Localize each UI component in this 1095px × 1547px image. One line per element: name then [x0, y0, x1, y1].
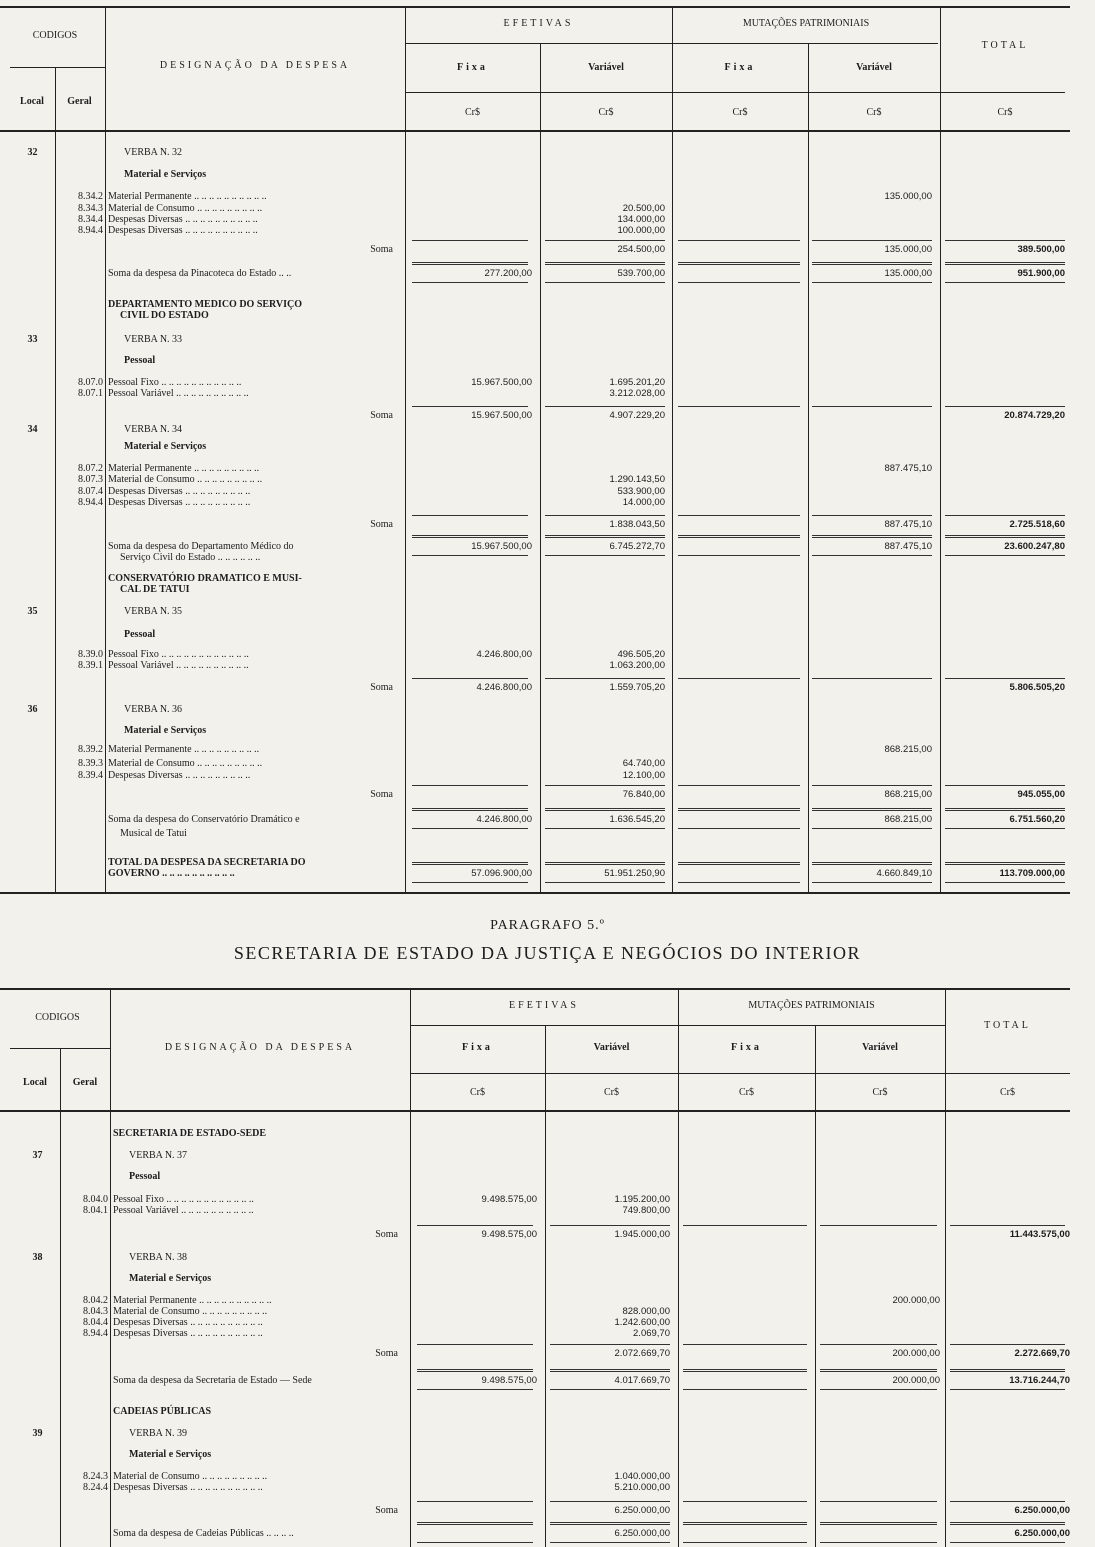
sum-rule [820, 1542, 937, 1543]
sum-rule [545, 828, 665, 829]
value-mut-var: 868.215,00 [884, 744, 932, 755]
row-description: Material Permanente .. .. .. .. .. .. .. .. .. .. [108, 191, 267, 202]
sum-rule [412, 828, 528, 829]
sum-rule [945, 515, 1065, 516]
value-ef-var: 3.212.028,00 [609, 388, 665, 399]
value-ef-var: 1.063.200,00 [609, 660, 665, 671]
sum-rule [683, 1542, 807, 1543]
paragraph-number: PARAGRAFO 5.º [490, 918, 605, 933]
row-description: Material de Consumo .. .. .. .. .. .. .. .. .. [113, 1471, 268, 1482]
code-geral: 8.04.2 [83, 1295, 108, 1306]
row-description: TOTAL DA DESPESA DA SECRETARIA DO [108, 857, 306, 868]
sum-rule [678, 882, 800, 883]
sum-rule [412, 282, 528, 283]
sum-rule [412, 678, 528, 679]
header-currency: Cr$ [465, 107, 480, 118]
header-currency: Cr$ [997, 107, 1013, 118]
header-designacao: DESIGNAÇÃO DA DESPESA [159, 60, 351, 71]
sum-rule [678, 555, 800, 556]
value-ef-fixa: 4.246.800,00 [476, 682, 532, 693]
row-description: Despesas Diversas .. .. .. .. .. .. .. .. .. [108, 486, 251, 497]
row-description: CADEIAS PÚBLICAS [113, 1406, 212, 1417]
sum-rule [417, 1369, 533, 1372]
sum-rule [412, 535, 528, 538]
sum-rule [820, 1522, 937, 1525]
row-description: Material de Consumo .. .. .. .. .. .. .. .. .. [113, 1306, 268, 1317]
code-geral: 8.04.1 [83, 1205, 108, 1216]
value-total: 2.725.518,60 [1009, 519, 1065, 530]
row-description: Soma da despesa da Secretaria de Estado — Sede [113, 1375, 312, 1386]
value-ef-var: 254.500,00 [617, 244, 665, 255]
sum-rule [820, 1344, 937, 1345]
row-description: Pessoal Variável .. .. .. .. .. .. .. .. .. .. [108, 660, 249, 671]
header-var-ef: Variável [588, 62, 624, 73]
code-local: 37 [32, 1150, 43, 1161]
row-description: Despesas Diversas .. .. .. .. .. .. .. .. .. .. [113, 1328, 263, 1339]
header-codigos: CODIGOS [32, 30, 78, 41]
value-mut-var: 887.475,10 [884, 463, 932, 474]
row-description: Soma da despesa do Departamento Médico do [108, 541, 294, 552]
code-local: 32 [27, 147, 38, 158]
value-mut-var: 135.000,00 [884, 244, 932, 255]
sum-rule [550, 1389, 670, 1390]
value-mut-var: 200.000,00 [892, 1375, 940, 1386]
header-efetivas: EFETIVAS [509, 1000, 579, 1011]
row-description: Despesas Diversas .. .. .. .. .. .. .. .. .. .. [108, 214, 258, 225]
sum-rule [950, 1542, 1065, 1543]
row-description: VERBA N. 33 [124, 334, 183, 345]
sum-rule [945, 535, 1065, 538]
row-description: CAL DE TATUI [120, 584, 190, 595]
header-fixa-mut: Fixa [731, 1042, 762, 1053]
sum-rule [812, 282, 932, 283]
row-description: Despesas Diversas .. .. .. .. .. .. .. .. .. [108, 497, 251, 508]
code-geral: 8.39.0 [78, 649, 103, 660]
row-description: Pessoal [129, 1171, 161, 1182]
header-fixa-ef: Fixa [457, 62, 488, 73]
sum-label: Soma [370, 519, 393, 530]
value-ef-var: 6.250.000,00 [614, 1505, 670, 1516]
sum-label: Soma [370, 682, 393, 693]
value-ef-fixa: 4.246.800,00 [476, 814, 532, 825]
row-description: Despesas Diversas .. .. .. .. .. .. .. .. .. [108, 770, 251, 781]
header-fixa-mut: Fixa [724, 62, 756, 73]
row-description: Soma da despesa do Conservatório Dramático e [108, 814, 300, 825]
code-geral: 8.39.3 [78, 758, 103, 769]
code-geral: 8.34.3 [78, 203, 103, 214]
value-ef-var: 2.069,70 [633, 1328, 670, 1339]
header-currency: Cr$ [598, 107, 614, 118]
row-description: Material Permanente .. .. .. .. .. .. .. .. .. .. [113, 1295, 272, 1306]
code-geral: 8.94.4 [78, 225, 103, 236]
sum-rule [812, 785, 932, 786]
row-description: Pessoal [124, 355, 156, 366]
value-total: 20.874.729,20 [1004, 410, 1065, 421]
sum-rule [950, 1389, 1065, 1390]
value-total: 389.500,00 [1017, 244, 1065, 255]
sum-rule [945, 678, 1065, 679]
sum-rule [812, 555, 932, 556]
sum-rule [945, 555, 1065, 556]
sum-rule [820, 1369, 937, 1372]
header-geral: Geral [67, 96, 92, 107]
row-description: GOVERNO .. .. .. .. .. .. .. .. .. .. [108, 868, 235, 879]
code-geral: 8.24.3 [83, 1471, 108, 1482]
sum-rule [678, 406, 800, 407]
sum-rule [550, 1522, 670, 1525]
code-geral: 8.39.1 [78, 660, 103, 671]
code-geral: 8.07.4 [78, 486, 103, 497]
value-total: 2.272.669,70 [1014, 1348, 1070, 1359]
code-local: 33 [27, 334, 38, 345]
value-ef-var: 6.250.000,00 [614, 1528, 670, 1539]
sum-rule [412, 785, 528, 786]
sum-rule [545, 240, 665, 241]
row-description: Material e Serviços [124, 725, 207, 736]
value-ef-var: 100.000,00 [617, 225, 665, 236]
sum-rule [545, 262, 665, 265]
sum-rule [950, 1369, 1065, 1372]
sum-rule [412, 406, 528, 407]
code-geral: 8.04.0 [83, 1194, 108, 1205]
header-local: Local [20, 96, 44, 107]
sum-rule [820, 1501, 937, 1502]
row-description: Despesas Diversas .. .. .. .. .. .. .. .. .. .. [113, 1317, 263, 1328]
sum-label: Soma [370, 789, 393, 800]
sum-rule [417, 1501, 533, 1502]
row-description: VERBA N. 38 [129, 1252, 188, 1263]
budget-table-2 [0, 985, 1095, 1547]
value-mut-var: 868.215,00 [884, 814, 932, 825]
code-geral: 8.07.0 [78, 377, 103, 388]
sum-label: Soma [370, 244, 393, 255]
header-total: TOTAL [981, 40, 1029, 51]
value-total: 5.806.505,20 [1009, 682, 1065, 693]
value-ef-var: 76.840,00 [622, 789, 665, 800]
value-ef-var: 539.700,00 [617, 268, 665, 279]
header-mutacoes: MUTAÇÕES PATRIMONIAIS [742, 18, 870, 29]
sum-rule [550, 1501, 670, 1502]
value-ef-var: 64.740,00 [622, 758, 665, 769]
sum-rule [678, 282, 800, 283]
sum-rule [678, 862, 800, 865]
row-description: Pessoal Fixo .. .. .. .. .. .. .. .. .. .. .. .. [113, 1194, 254, 1205]
sum-rule [412, 862, 528, 865]
header-currency: Cr$ [1000, 1087, 1015, 1098]
value-mut-var: 135.000,00 [884, 191, 932, 202]
sum-rule [412, 515, 528, 516]
sum-rule [678, 262, 800, 265]
sum-rule [417, 1389, 533, 1390]
sum-rule [545, 515, 665, 516]
row-description: SECRETARIA DE ESTADO-SEDE [113, 1128, 267, 1139]
value-mut-var: 4.660.849,10 [876, 868, 932, 879]
row-description: CIVIL DO ESTADO [120, 310, 209, 321]
sum-rule [412, 808, 528, 811]
value-ef-var: 1.636.545,20 [609, 814, 665, 825]
sum-rule [820, 1389, 937, 1390]
sum-rule [812, 515, 932, 516]
sum-rule [812, 862, 932, 865]
sum-rule [417, 1225, 533, 1226]
header-currency: Cr$ [732, 107, 748, 118]
header-currency: Cr$ [739, 1087, 754, 1098]
code-geral: 8.04.3 [83, 1306, 108, 1317]
value-total: 13.716.244,70 [1009, 1375, 1070, 1386]
code-geral: 8.39.2 [78, 744, 103, 755]
sum-rule [545, 785, 665, 786]
value-ef-var: 14.000,00 [622, 497, 665, 508]
sum-rule [683, 1522, 807, 1525]
value-ef-var: 1.040.000,00 [614, 1471, 670, 1482]
header-fixa-ef: Fixa [462, 1042, 493, 1053]
sum-rule [412, 262, 528, 265]
sum-rule [812, 406, 932, 407]
sum-rule [945, 862, 1065, 865]
sum-rule [678, 240, 800, 241]
sum-rule [550, 1225, 670, 1226]
code-local: 39 [32, 1428, 43, 1439]
value-ef-var: 533.900,00 [617, 486, 665, 497]
sum-rule [550, 1344, 670, 1345]
row-description: Material e Serviços [124, 441, 207, 452]
header-geral: Geral [72, 1077, 98, 1088]
sum-rule [945, 882, 1065, 883]
code-geral: 8.07.1 [78, 388, 103, 399]
sum-rule [550, 1369, 670, 1372]
row-description: Material Permanente .. .. .. .. .. .. .. .. .. [108, 744, 260, 755]
row-description: Soma da despesa de Cadeias Públicas .. .. .. .. [113, 1528, 294, 1539]
sum-rule [950, 1225, 1065, 1226]
value-ef-var: 12.100,00 [622, 770, 665, 781]
value-ef-var: 4.907.229,20 [609, 410, 665, 421]
value-ef-var: 51.951.250,90 [604, 868, 665, 879]
value-mut-var: 887.475,10 [884, 519, 932, 530]
sum-rule [678, 515, 800, 516]
section-title: SECRETARIA DE ESTADO DA JUSTIÇA E NEGÓCIOS DO INTERIOR [233, 943, 862, 963]
value-ef-var: 6.745.272,70 [609, 541, 665, 552]
code-geral: 8.39.4 [78, 770, 103, 781]
sum-rule [950, 1344, 1065, 1345]
code-geral: 8.07.3 [78, 474, 103, 485]
value-ef-fixa: 57.096.900,00 [471, 868, 532, 879]
row-description: VERBA N. 39 [129, 1428, 188, 1439]
sum-rule [545, 882, 665, 883]
sum-rule [545, 678, 665, 679]
row-description: DEPARTAMENTO MEDICO DO SERVIÇO [108, 299, 303, 310]
sum-rule [945, 262, 1065, 265]
value-ef-var: 1.945.000,00 [614, 1229, 670, 1240]
value-ef-var: 1.695.201,20 [609, 377, 665, 388]
row-description: VERBA N. 36 [124, 704, 183, 715]
header-currency: Cr$ [866, 107, 882, 118]
sum-rule [820, 1225, 937, 1226]
sum-rule [550, 1542, 670, 1543]
sum-rule [678, 828, 800, 829]
value-ef-var: 1.195.200,00 [614, 1194, 670, 1205]
sum-rule [545, 282, 665, 283]
value-ef-fixa: 15.967.500,00 [471, 410, 532, 421]
row-description: Serviço Civil do Estado .. .. .. .. .. .. [120, 552, 261, 563]
row-description: Soma da despesa da Pinacoteca do Estado .. .. [108, 268, 292, 279]
row-description: Pessoal Variável .. .. .. .. .. .. .. .. .. .. [108, 388, 249, 399]
header-mutacoes: MUTAÇÕES PATRIMONIAIS [748, 1000, 875, 1011]
sum-rule [412, 555, 528, 556]
value-ef-fixa: 9.498.575,00 [481, 1375, 537, 1386]
code-local: 36 [27, 704, 38, 715]
sum-label: Soma [375, 1505, 398, 1516]
sum-rule [545, 406, 665, 407]
row-description: VERBA N. 35 [124, 606, 183, 617]
sum-rule [545, 808, 665, 811]
header-local: Local [23, 1077, 47, 1088]
code-geral: 8.94.4 [83, 1328, 108, 1339]
row-description: Material e Serviços [129, 1273, 212, 1284]
header-currency: Cr$ [872, 1087, 888, 1098]
sum-rule [945, 406, 1065, 407]
sum-rule [545, 862, 665, 865]
sum-rule [683, 1389, 807, 1390]
row-description: Pessoal Variável .. .. .. .. .. .. .. .. .. .. [113, 1205, 254, 1216]
row-description: Material e Serviços [124, 169, 207, 180]
code-local: 35 [27, 606, 38, 617]
sum-rule [545, 555, 665, 556]
value-ef-var: 1.242.600,00 [614, 1317, 670, 1328]
value-mut-var: 200.000,00 [892, 1348, 940, 1359]
header-var-mut: Variável [862, 1042, 898, 1053]
header-designacao: DESIGNAÇÃO DA DESPESA [164, 1042, 356, 1053]
code-geral: 8.24.4 [83, 1482, 108, 1493]
row-description: VERBA N. 34 [124, 424, 183, 435]
value-ef-var: 134.000,00 [617, 214, 665, 225]
header-currency: Cr$ [604, 1087, 619, 1098]
value-ef-var: 4.017.669,70 [614, 1375, 670, 1386]
value-total: 6.250.000,00 [1014, 1505, 1070, 1516]
header-efetivas: EFETIVAS [503, 18, 574, 29]
value-ef-var: 749.800,00 [622, 1205, 670, 1216]
sum-rule [950, 1501, 1065, 1502]
header-total: TOTAL [984, 1020, 1031, 1031]
row-description: Pessoal Fixo .. .. .. .. .. .. .. .. .. .. .. .. [108, 649, 249, 660]
sum-label: Soma [370, 410, 393, 421]
value-ef-var: 828.000,00 [622, 1306, 670, 1317]
value-total: 23.600.247,80 [1004, 541, 1065, 552]
sum-rule [812, 808, 932, 811]
sum-rule [683, 1369, 807, 1372]
code-geral: 8.94.4 [78, 497, 103, 508]
value-ef-var: 496.505,20 [617, 649, 665, 660]
sum-rule [945, 828, 1065, 829]
sum-rule [678, 785, 800, 786]
code-geral: 8.34.2 [78, 191, 103, 202]
sum-label: Soma [375, 1229, 398, 1240]
row-description: Material de Consumo .. .. .. .. .. .. .. .. .. [108, 474, 263, 485]
sum-rule [812, 678, 932, 679]
sum-rule [812, 262, 932, 265]
row-description: Material de Consumo .. .. .. .. .. .. .. .. .. [108, 758, 263, 769]
value-mut-var: 887.475,10 [884, 541, 932, 552]
value-ef-fixa: 277.200,00 [484, 268, 532, 279]
code-geral: 8.34.4 [78, 214, 103, 225]
sum-rule [812, 828, 932, 829]
row-description: Material Permanente .. .. .. .. .. .. .. .. .. [108, 463, 260, 474]
row-description: Despesas Diversas .. .. .. .. .. .. .. .. .. .. [108, 225, 258, 236]
row-description: CONSERVATÓRIO DRAMATICO E MUSI- [108, 573, 302, 584]
row-description: Musical de Tatui [120, 828, 187, 839]
row-description: Material de Consumo .. .. .. .. .. .. .. .. .. [108, 203, 263, 214]
value-mut-var: 868.215,00 [884, 789, 932, 800]
value-total: 11.443.575,00 [1009, 1229, 1070, 1240]
code-geral: 8.04.4 [83, 1317, 108, 1328]
header-var-ef: Variável [593, 1042, 630, 1053]
code-local: 38 [32, 1252, 43, 1263]
sum-rule [945, 240, 1065, 241]
sum-rule [945, 785, 1065, 786]
value-ef-fixa: 15.967.500,00 [471, 377, 532, 388]
value-total: 6.250.000,00 [1014, 1528, 1070, 1539]
row-description: Pessoal Fixo .. .. .. .. .. .. .. .. .. .. .. [108, 377, 242, 388]
value-ef-var: 1.559.705,20 [609, 682, 665, 693]
code-geral: 8.07.2 [78, 463, 103, 474]
header-var-mut: Variável [856, 62, 892, 73]
header-currency: Cr$ [470, 1087, 485, 1098]
value-ef-var: 20.500,00 [622, 203, 665, 214]
value-total: 945.055,00 [1017, 789, 1065, 800]
sum-rule [417, 1522, 533, 1525]
sum-rule [683, 1344, 807, 1345]
sum-rule [812, 535, 932, 538]
row-description: VERBA N. 37 [129, 1150, 188, 1161]
value-total: 113.709.000,00 [999, 868, 1065, 879]
sum-rule [950, 1522, 1065, 1525]
value-ef-var: 2.072.669,70 [614, 1348, 670, 1359]
sum-rule [545, 535, 665, 538]
sum-rule [683, 1225, 807, 1226]
row-description: Despesas Diversas .. .. .. .. .. .. .. .. .. .. [113, 1482, 263, 1493]
value-total: 951.900,00 [1017, 268, 1065, 279]
value-ef-fixa: 4.246.800,00 [476, 649, 532, 660]
value-ef-var: 1.838.043,50 [609, 519, 665, 530]
value-mut-var: 135.000,00 [884, 268, 932, 279]
sum-rule [678, 678, 800, 679]
sum-rule [812, 240, 932, 241]
value-ef-fixa: 9.498.575,00 [481, 1229, 537, 1240]
value-mut-var: 200.000,00 [892, 1295, 940, 1306]
sum-rule [417, 1542, 533, 1543]
sum-rule [412, 240, 528, 241]
row-description: Material e Serviços [129, 1449, 212, 1460]
value-ef-var: 5.210.000,00 [614, 1482, 670, 1493]
sum-rule [945, 282, 1065, 283]
value-ef-fixa: 9.498.575,00 [481, 1194, 537, 1205]
sum-rule [412, 882, 528, 883]
sum-rule [812, 882, 932, 883]
code-local: 34 [27, 424, 38, 435]
value-total: 6.751.560,20 [1009, 814, 1065, 825]
sum-rule [678, 535, 800, 538]
value-ef-var: 1.290.143,50 [609, 474, 665, 485]
row-description: VERBA N. 32 [124, 147, 183, 158]
value-ef-fixa: 15.967.500,00 [471, 541, 532, 552]
sum-label: Soma [375, 1348, 398, 1359]
sum-rule [417, 1344, 533, 1345]
sum-rule [678, 808, 800, 811]
header-codigos: CODIGOS [35, 1012, 80, 1023]
sum-rule [945, 808, 1065, 811]
sum-rule [683, 1501, 807, 1502]
row-description: Pessoal [124, 629, 156, 640]
